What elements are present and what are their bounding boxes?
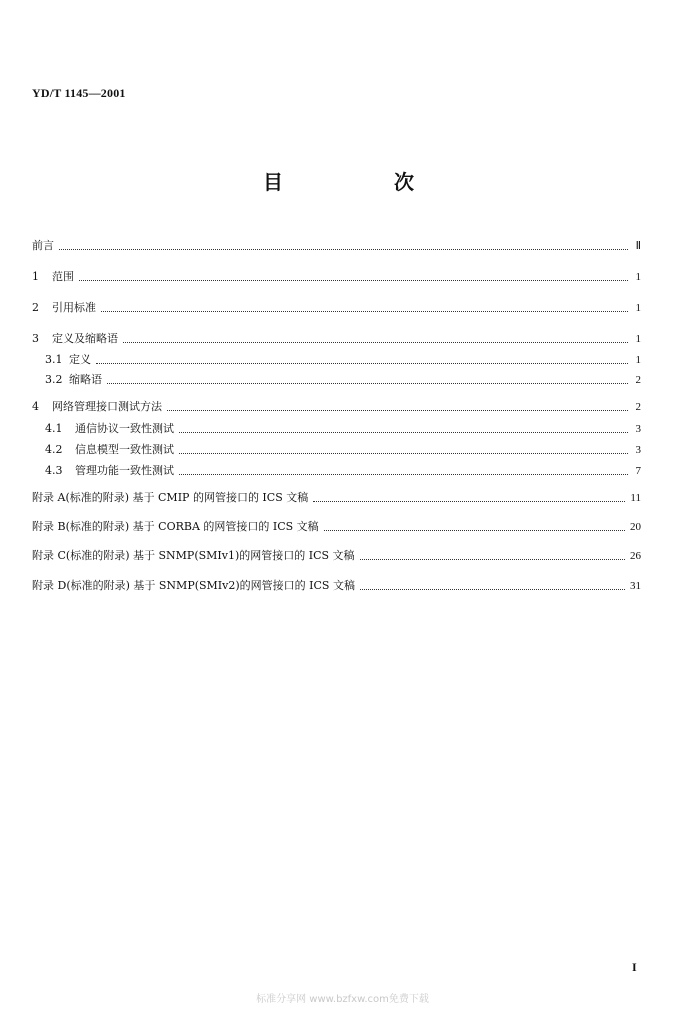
toc-entry-label: 附录 C(标准的附录) 基于 SNMP(SMIv1)的网管接口的 ICS 文稿 xyxy=(32,549,355,562)
toc-entry-3-1[interactable] xyxy=(45,351,641,367)
toc-entry-appendix-c[interactable] xyxy=(32,547,641,563)
toc-leader-dots xyxy=(79,280,628,281)
toc-leader-dots xyxy=(96,363,628,364)
toc-leader-dots xyxy=(59,249,628,250)
toc-entry-4-1[interactable] xyxy=(45,420,641,436)
toc-entry-label: 3.2 缩略语 xyxy=(45,373,102,386)
toc-entry-appendix-d[interactable] xyxy=(32,577,641,593)
toc-entry-page: 3 xyxy=(635,423,641,435)
toc-entry-preface[interactable] xyxy=(32,237,641,253)
toc-entry-page: 1 xyxy=(635,271,641,283)
toc-entry-page: 2 xyxy=(635,401,641,413)
toc-entry-appendix-a[interactable] xyxy=(32,489,641,505)
toc-entry-label: 附录 D(标准的附录) 基于 SNMP(SMIv2)的网管接口的 ICS 文稿 xyxy=(32,579,355,592)
toc-entry-page: 1 xyxy=(635,302,641,314)
toc-leader-dots xyxy=(101,311,628,312)
toc-leader-dots xyxy=(360,559,625,560)
toc-entry-2[interactable] xyxy=(32,299,641,315)
toc-leader-dots xyxy=(123,342,628,343)
page-number: I xyxy=(632,960,637,974)
watermark: 标准分享网 www.bzfxw.com免费下载 xyxy=(256,994,429,1005)
toc-entry-4-3[interactable] xyxy=(45,462,641,478)
standard-code: YD/T 1145—2001 xyxy=(32,86,126,100)
toc-entry-3[interactable] xyxy=(32,330,641,346)
toc-entry-page: 1 xyxy=(635,354,641,366)
toc-entry-1[interactable] xyxy=(32,268,641,284)
toc-leader-dots xyxy=(313,501,625,502)
toc-entry-label: 附录 A(标准的附录) 基于 CMIP 的网管接口的 ICS 文稿 xyxy=(32,491,309,504)
toc-entry-page: Ⅱ xyxy=(635,240,641,252)
toc-entry-label: 3 定义及缩略语 xyxy=(32,332,118,345)
toc-leader-dots xyxy=(360,589,625,590)
toc-entry-page: 7 xyxy=(635,465,641,477)
toc-entry-page: 11 xyxy=(630,492,641,504)
toc-entry-4-2[interactable] xyxy=(45,441,641,457)
toc-entry-appendix-b[interactable] xyxy=(32,518,641,534)
toc-entry-label: 附录 B(标准的附录) 基于 CORBA 的网管接口的 ICS 文稿 xyxy=(32,520,319,533)
toc-leader-dots xyxy=(107,383,628,384)
toc-entry-label: 2 引用标准 xyxy=(32,301,96,314)
toc-entry-label: 4 网络管理接口测试方法 xyxy=(32,400,162,413)
toc-entry-page: 31 xyxy=(630,580,641,592)
toc-leader-dots xyxy=(324,530,625,531)
toc-entry-3-2[interactable] xyxy=(45,371,641,387)
toc-entry-label: 4.3 管理功能一致性测试 xyxy=(45,464,174,477)
toc-entry-page: 2 xyxy=(635,374,641,386)
toc-entry-page: 20 xyxy=(630,521,641,533)
toc-leader-dots xyxy=(179,453,628,454)
toc-entry-4[interactable] xyxy=(32,398,641,414)
toc-leader-dots xyxy=(179,474,628,475)
toc-entry-page: 1 xyxy=(635,333,641,345)
toc-leader-dots xyxy=(179,432,628,433)
toc-leader-dots xyxy=(167,410,628,411)
toc-entry-label: 4.1 通信协议一致性测试 xyxy=(45,422,174,435)
toc-entry-label: 3.1 定义 xyxy=(45,353,91,366)
toc-entry-page: 26 xyxy=(630,550,641,562)
toc-entry-label: 4.2 信息模型一致性测试 xyxy=(45,443,174,456)
toc-title: 目 次 xyxy=(263,170,466,194)
toc-entry-page: 3 xyxy=(635,444,641,456)
toc-entry-label: 1 范围 xyxy=(32,270,74,283)
toc-entry-label: 前言 xyxy=(32,239,54,252)
